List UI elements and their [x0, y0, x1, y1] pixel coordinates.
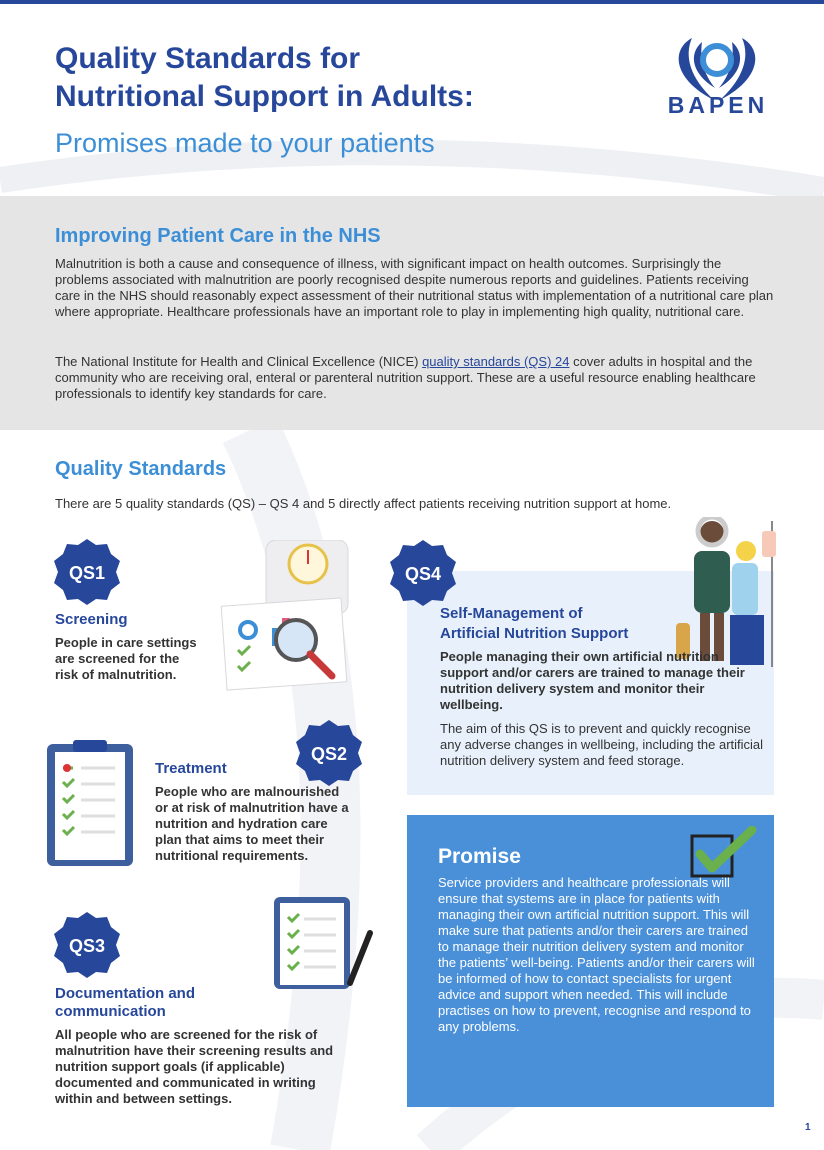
bapen-logo-text: BAPEN	[667, 92, 769, 118]
promise-body: Service providers and healthcare professionals will ensure that systems are in place for patients with managing their own artificial nutrition support. This will make sure that patients and/or their carers are trained to manage their nutrition delivery system and monitor the patients’ well-being. Patients and/or their carers will be informed of how to contact specialists for urgent advice and support when needed. This will include practises on how to prevent, recognise and respond to any problems.	[438, 875, 755, 1034]
intro-paragraph-2-start: The National Institute for Health and Clinical Excellence (NICE)	[55, 354, 423, 369]
qs3-badge	[54, 912, 120, 978]
promise-title: Promise	[438, 845, 521, 868]
standards-intro: There are 5 quality standards (QS) – QS 4 and 5 directly affect patients receiving nutrition support at home.	[55, 496, 672, 511]
qs1-badge	[54, 539, 120, 605]
qs1-badge-label: QS1	[68, 563, 106, 583]
intro-heading: Improving Patient Care in the NHS	[55, 225, 381, 247]
title-line-1: Quality Standards for	[55, 42, 361, 75]
intro-paragraph-2	[55, 354, 775, 402]
clipboard-pen-icon	[270, 893, 380, 993]
qs4-heading-line-2: Artificial Nutrition Support	[440, 625, 629, 642]
weighing-scale-illustration-icon	[218, 540, 388, 710]
qs3-heading-line-1: Documentation and	[55, 985, 196, 1002]
page-subtitle: Promises made to your patients	[55, 128, 435, 158]
qs4-heading	[440, 604, 628, 644]
qs3-body: All people who are screened for the risk of malnutrition have their screening results and nutrition support goals (if applicable) documented and communicated in writing within and between settings.	[55, 1027, 334, 1106]
qs1-body: People in care settings are screened for the risk of malnutrition.	[55, 635, 197, 682]
intro-paragraph-1: Malnutrition is both a cause and consequence of illness, with significant impact on health outcomes. Surprisingly the problems associated with malnutrition are poorly recognised despite numerous reports and guidelines. Patients receiving care in the NHS should reasonably expect assessment of their nutritional status with implementation of a nutritional care plan where appropriate. Healthcare professionals have an important role to play in implementing high quality, nutritional care.	[55, 256, 774, 319]
qs3-heading	[55, 985, 195, 1021]
standards-heading: Quality Standards	[55, 458, 227, 480]
qs3-heading-line-2: communication	[55, 1003, 166, 1020]
qs4-body-bold: People managing their own artificial nutrition support and/or carers are trained to manage their nutrition delivery system and monitor their wellbeing.	[440, 649, 745, 712]
qs2-badge	[296, 720, 362, 786]
page-number: 1	[805, 1122, 811, 1133]
qs2-heading: Treatment	[155, 760, 227, 777]
top-bar	[0, 0, 824, 4]
qs24-link[interactable]: quality standards (QS) 24	[422, 354, 570, 369]
qs3-badge-label: QS3	[68, 936, 106, 956]
intro-paragraph-2-end: cover adults in hospital and the community who are receiving oral, enteral or parenteral nutrition support. These are a useful resource enabling healthcare professionals to identify key standards for care.	[55, 354, 756, 401]
qs4-heading-line-1: Self-Management of	[440, 605, 583, 622]
clipboard-checklist-icon	[45, 738, 135, 868]
qs1-heading: Screening	[55, 611, 128, 628]
qs2-badge-label: QS2	[310, 744, 348, 764]
qs4-body: The aim of this QS is to prevent and quickly recognise any adverse changes in wellbeing, including the artificial nutrition delivery system and feed storage.	[440, 721, 764, 768]
qs4-badge	[390, 540, 456, 606]
qs4-badge-label: QS4	[404, 564, 442, 584]
page-title	[55, 40, 615, 116]
title-line-2: Nutritional Support in Adults:	[55, 80, 474, 113]
qs2-body: People who are malnourished or at risk of malnutrition have a nutrition and hydration care plan that aims to meet their nutritional requirements.	[155, 784, 349, 863]
